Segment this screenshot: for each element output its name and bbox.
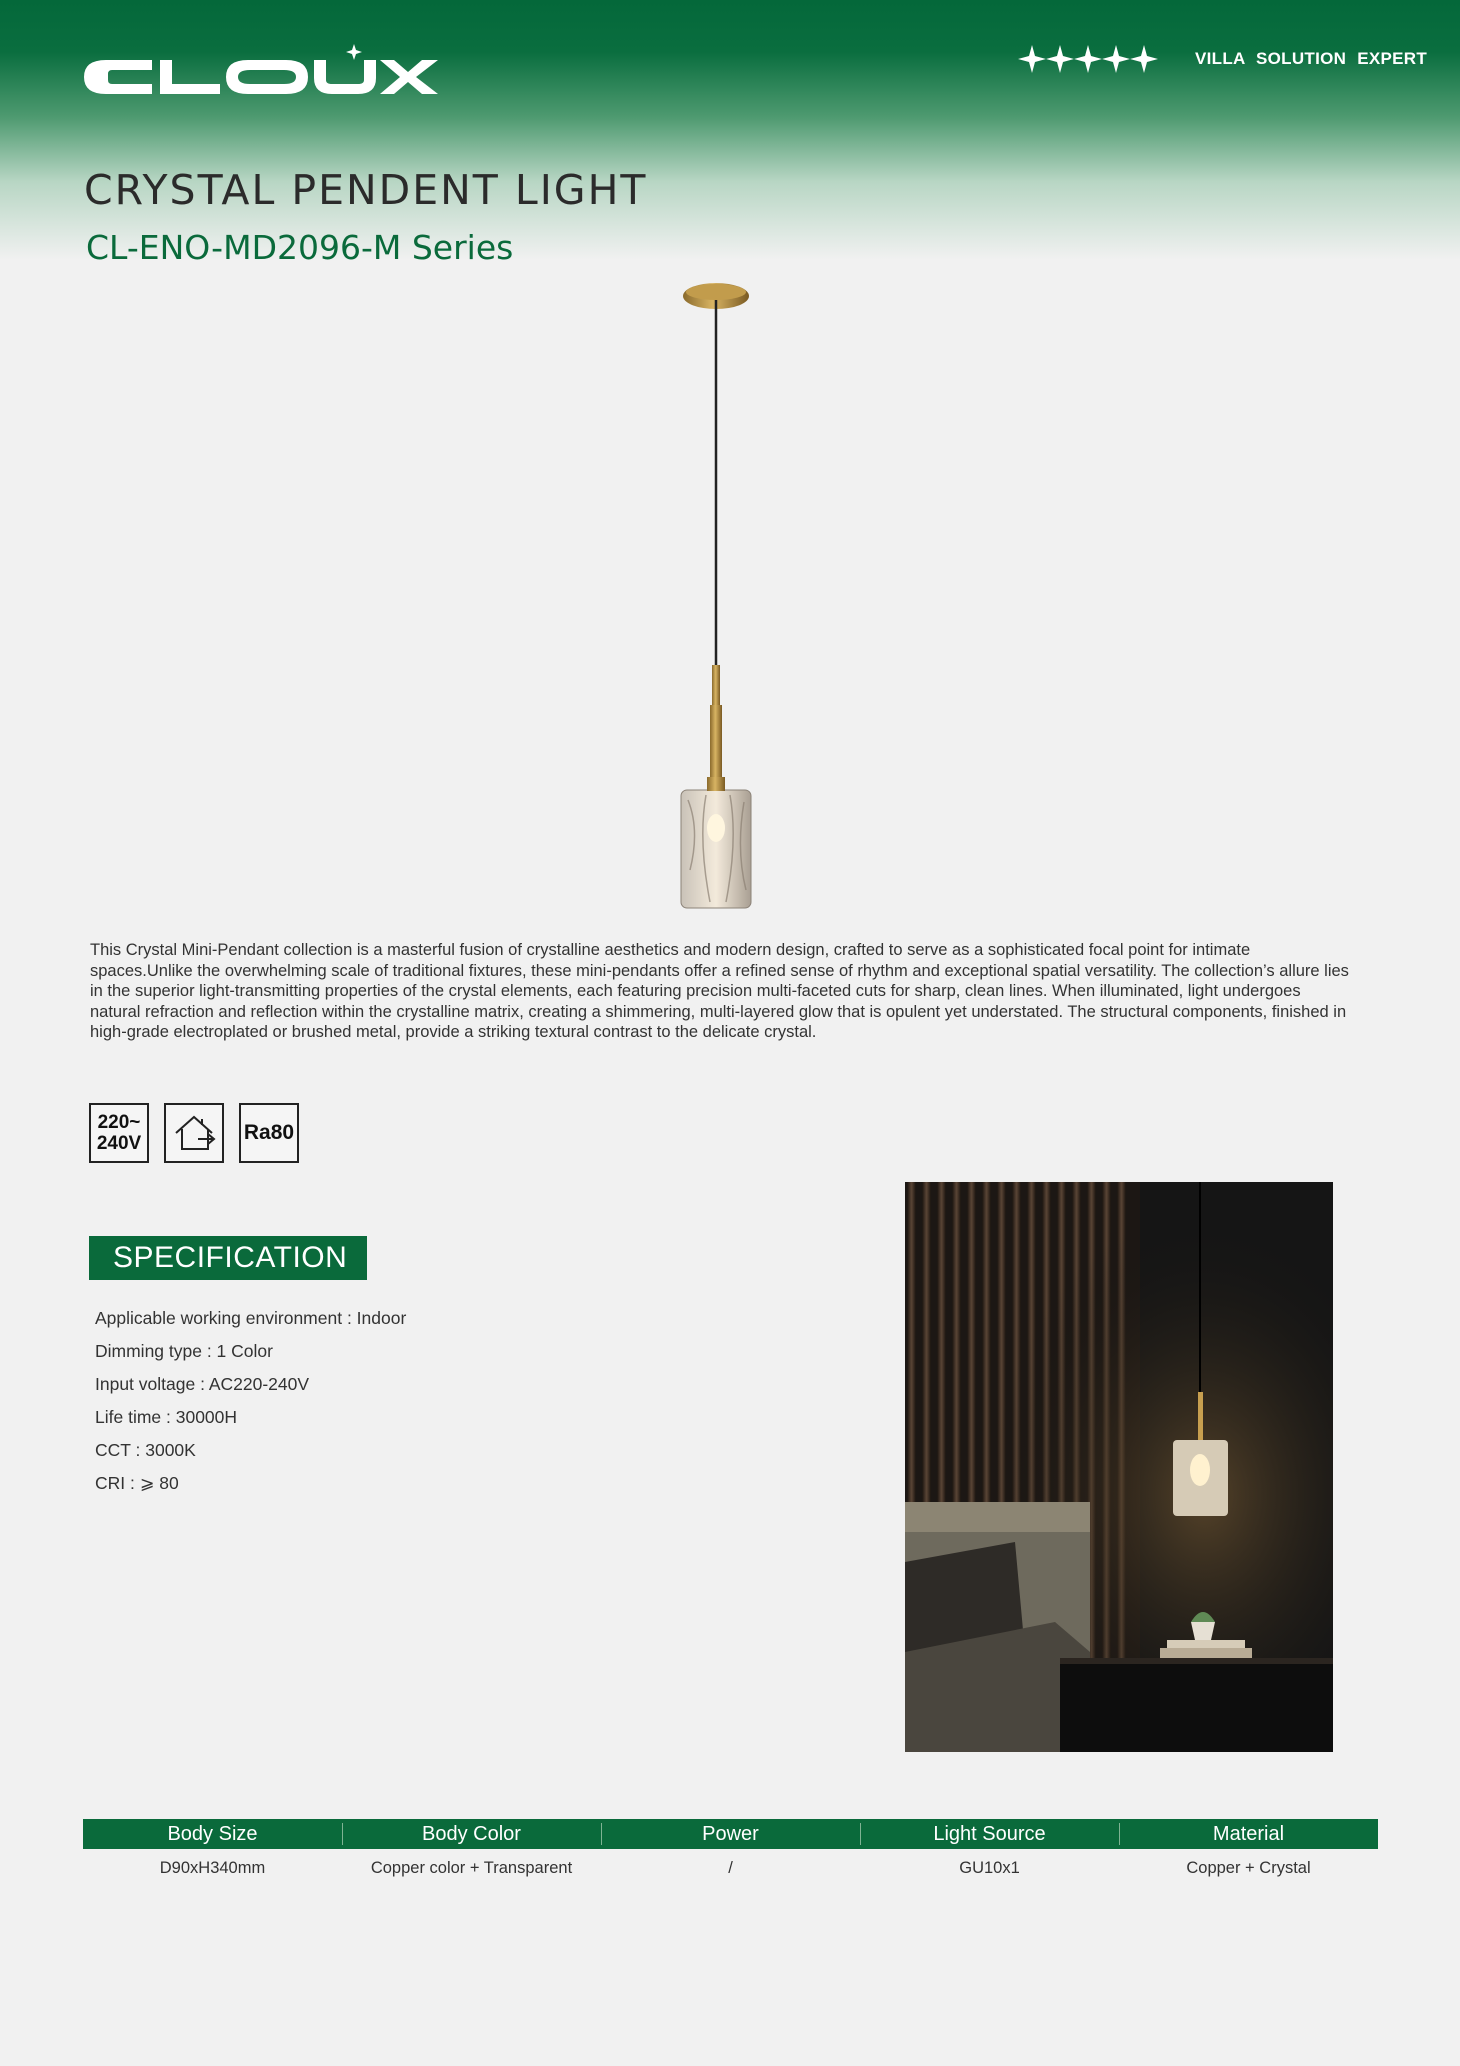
table-cell: Copper color + Transparent (370, 1859, 573, 1877)
house-indoor-icon (170, 1111, 218, 1155)
voltage-line-2: 240V (96, 1133, 142, 1154)
product-title: CRYSTAL PENDENT LIGHT (84, 166, 648, 214)
product-series: CL-ENO-MD2096-M Series (86, 228, 514, 267)
spec-item: Life time : 30000H (95, 1407, 238, 1427)
rating-stars-icon (1018, 40, 1158, 78)
table-cell: / (728, 1859, 733, 1877)
table-cell: Copper + Crystal (1186, 1859, 1311, 1877)
tagline: VILLA SOLUTION EXPERT (1195, 49, 1428, 68)
bedroom-scene-image (905, 1182, 1333, 1752)
spec-item: Input voltage : AC220-240V (95, 1374, 310, 1394)
table-cell: GU10x1 (959, 1859, 1020, 1877)
specification-heading: SPECIFICATION (89, 1236, 367, 1280)
cloux-logo (82, 42, 442, 102)
table-header-cell: Body Size (167, 1823, 258, 1845)
pendant-light-image (640, 270, 800, 920)
table-header-cell: Power (601, 1819, 860, 1849)
table-header-cell: Light Source (860, 1819, 1119, 1849)
voltage-line-1: 220~ (97, 1112, 141, 1133)
cri-badge: Ra80 (239, 1103, 299, 1163)
header-banner (0, 0, 1460, 260)
table-row (83, 1855, 1378, 1881)
spec-item: Dimming type : 1 Color (95, 1341, 273, 1361)
table-header-cell: Body Color (342, 1819, 601, 1849)
table-cell: D90xH340mm (159, 1859, 266, 1877)
spec-item: CRI : ⩾ 80 (95, 1473, 179, 1493)
product-table-header (83, 1819, 1378, 1849)
specification-list (95, 1302, 406, 1500)
table-header-cell: Material (1119, 1819, 1378, 1849)
spec-item: Applicable working environment : Indoor (95, 1308, 407, 1328)
spec-item: CCT : 3000K (95, 1440, 196, 1460)
voltage-badge (89, 1103, 149, 1163)
product-description: This Crystal Mini-Pendant collection is a masterful fusion of crystalline aesthetics and modern design, crafted to serve as a sophisticated focal point for intimate spaces.Unlike the overwhelming scale of traditional fixtures, these mini-pendants offer a refined sense of rhythm and exceptional spatial versatility. The collection’s allure lies in the superior light-transmitting properties of the crystal elements, each featuring precision multi-faceted cuts for sharp, clean lines. When illuminated, light undergoes natural refraction and reflection within the crystalline matrix, creating a shimmering, multi-layered glow that is opulent yet understated. The structural components, finished in high-grade electroplated or brushed metal, provide a striking textural contrast to the delicate crystal. (90, 941, 1349, 1041)
indoor-badge (164, 1103, 224, 1163)
